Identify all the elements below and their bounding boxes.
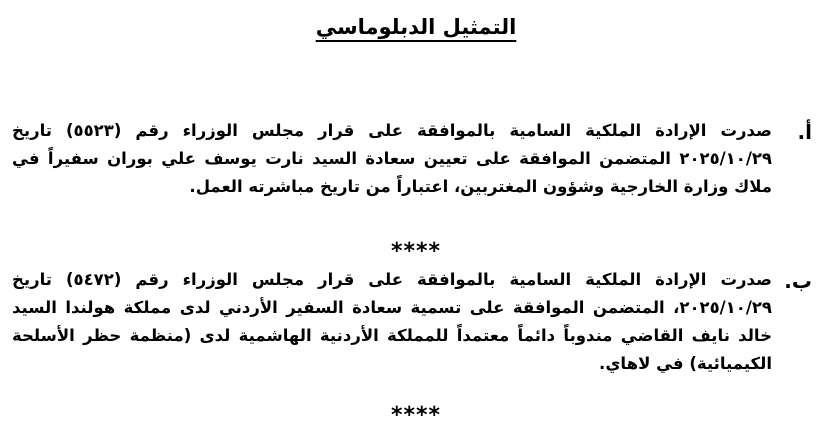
item-paragraph: صدرت الإرادة الملكية السامية بالموافقة على قرار مجلس الوزراء رقم (٥٥٢٣) تاريخ ٢٠٢٥/١٠/٢٩ المتضمن الموافقة على تعيين سعادة السيد نارت يوسف علي بوران سفيراً في ملاك وزارة الخارجية وشؤون المغتربين، اعتباراً من تاريخ مباشرته العمل.	[12, 121, 773, 196]
separator: ****	[390, 239, 442, 264]
item-marker: أ.	[797, 120, 812, 144]
list-item	[12, 117, 812, 201]
document-title-text: التمثيل الدبلوماسي	[315, 15, 517, 39]
item-paragraph: صدرت الإرادة الملكية السامية بالموافقة على قرار مجلس الوزراء رقم (٥٤٧٢) تاريخ ٢٠٢٥/١٠/٢٩، المتضمن الموافقة على تسمية سعادة السفير الأردني لدى مملكة هولندا السيد خالد نايف القاضي مندوباً دائماً معتمداً للمملكة الأردنية الهاشمية لدى (منظمة حظر الأسلحة الكيميائية) في لاهاي.	[12, 270, 773, 373]
separator: ****	[390, 403, 442, 421]
item-marker: ب.	[784, 269, 812, 293]
list-item	[12, 266, 812, 378]
document-title	[0, 10, 832, 44]
